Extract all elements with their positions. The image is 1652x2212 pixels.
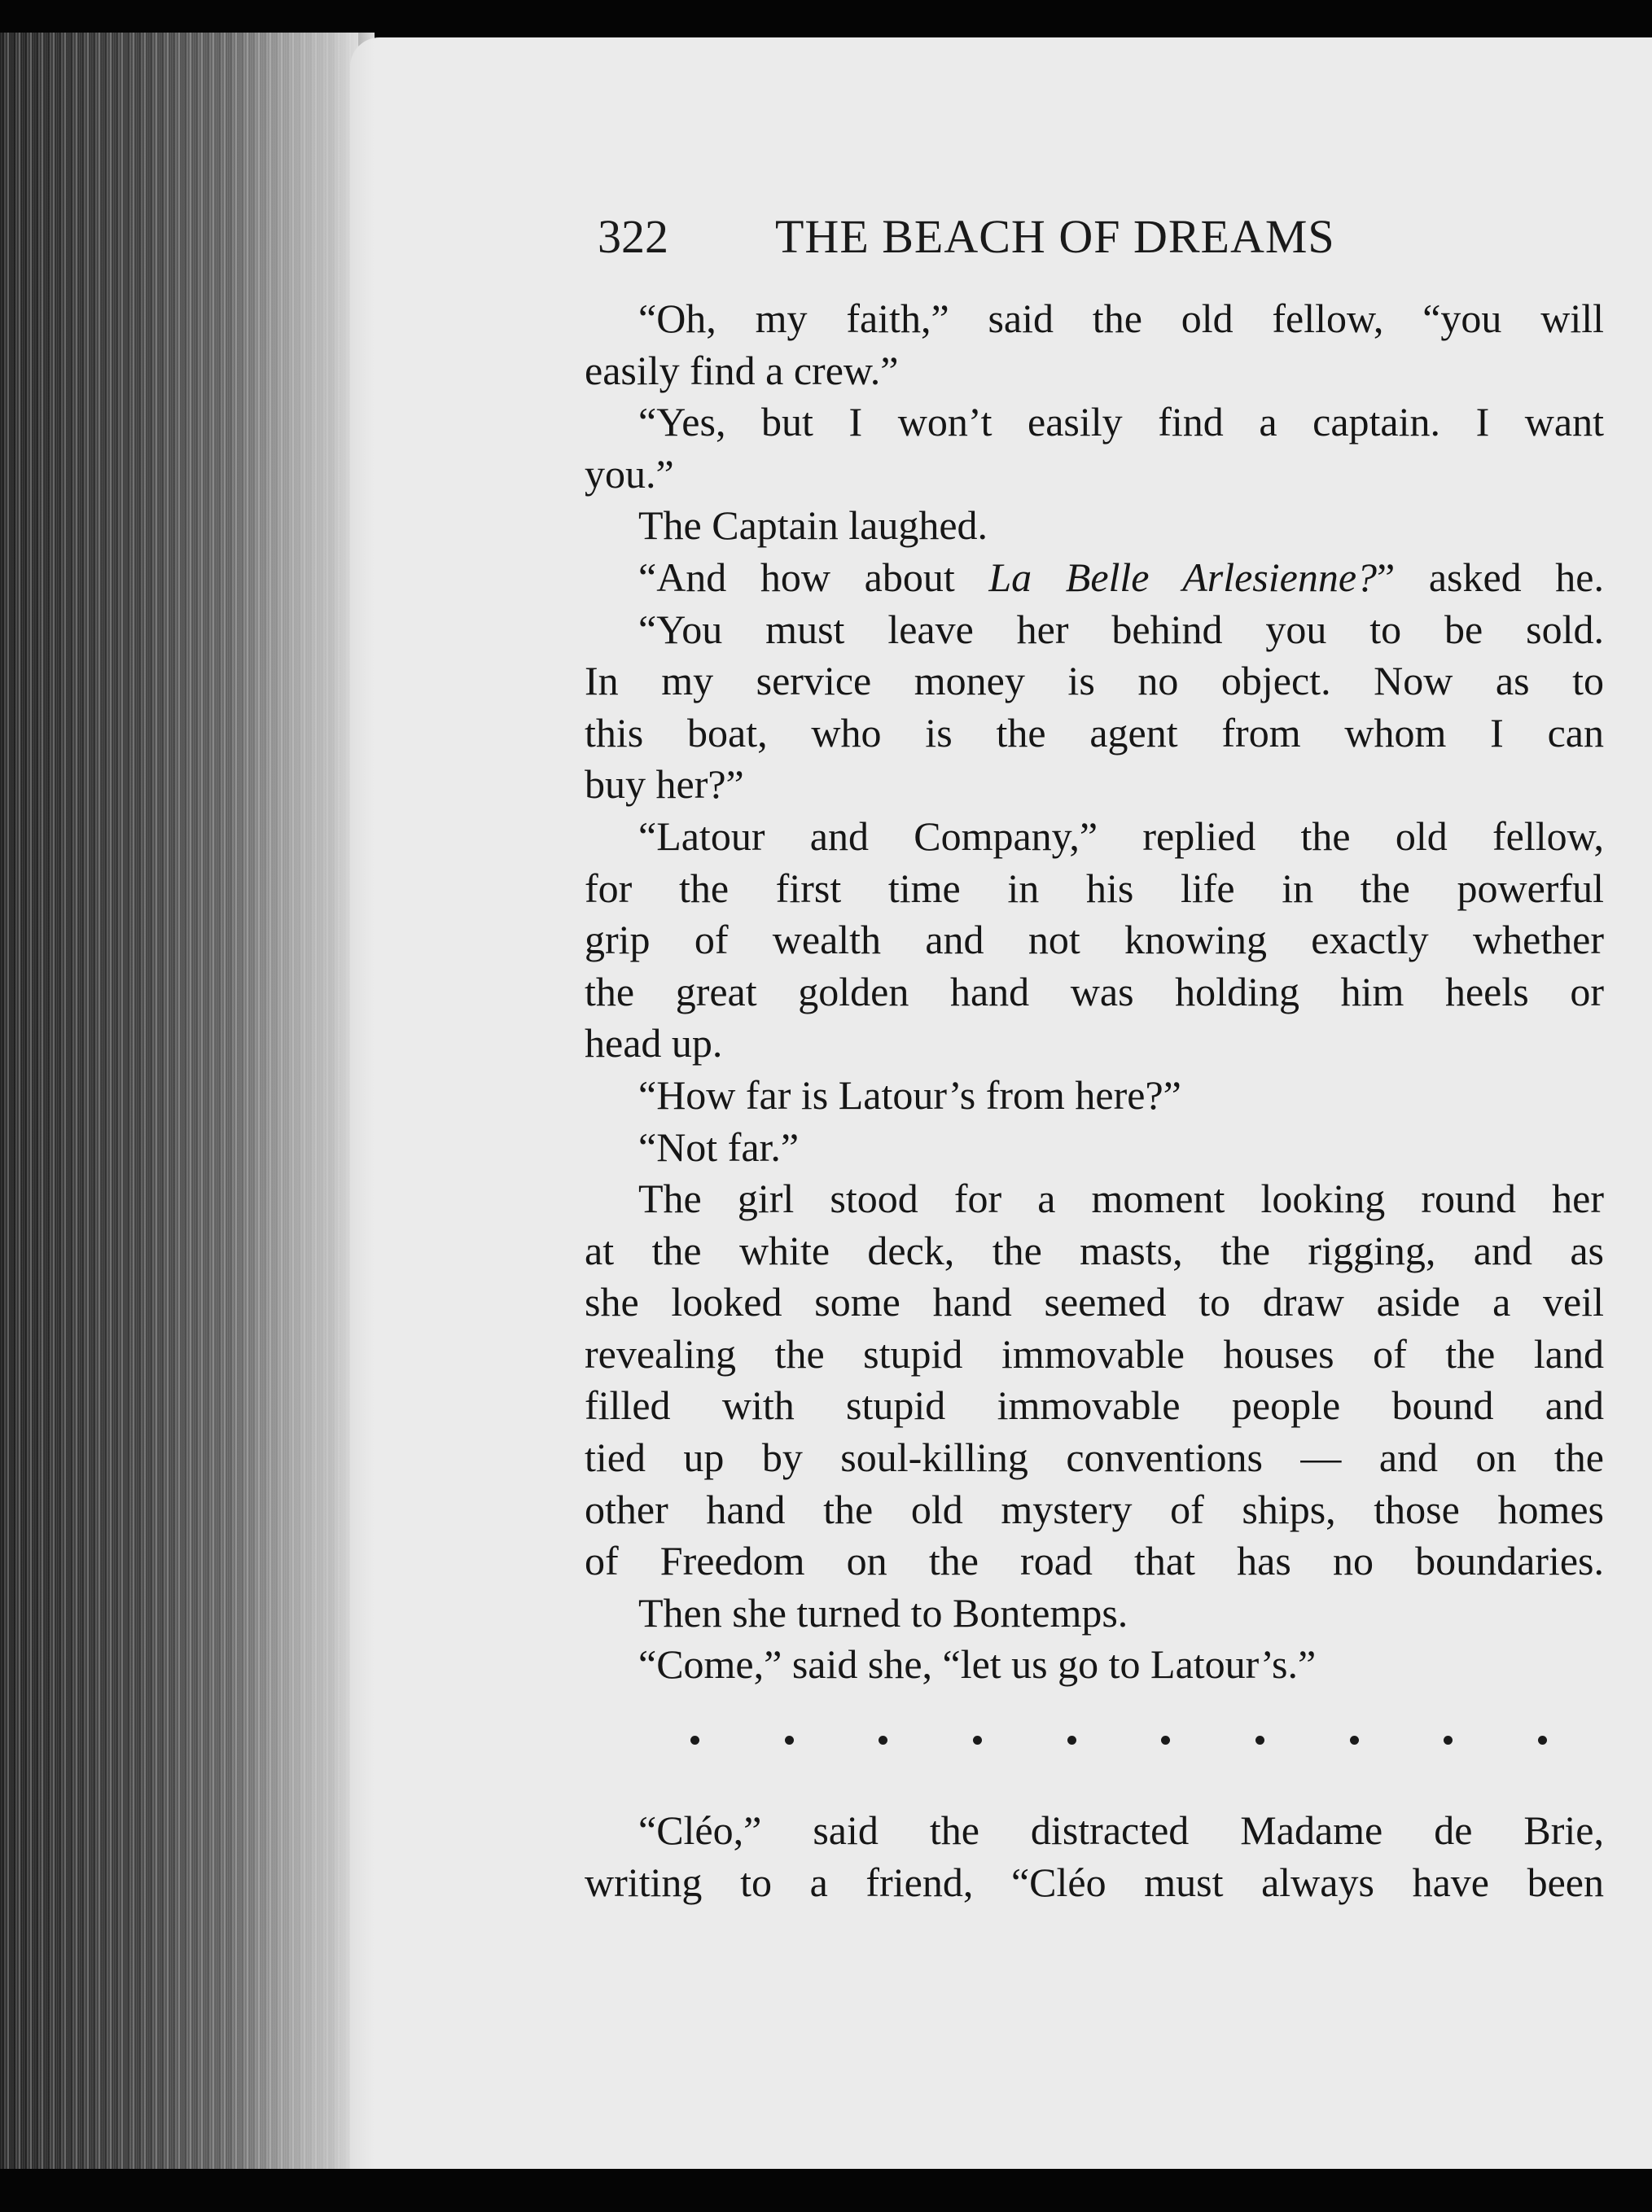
text-line: “How far is Latour’s from here?” — [638, 1071, 1181, 1118]
page-gutter-shadow — [228, 33, 375, 2174]
text-line: revealing the stupid immovable houses of the land — [585, 1330, 1604, 1377]
separator-dot — [1067, 1736, 1076, 1745]
text-line: the great golden hand was holding him heels or — [585, 968, 1604, 1014]
text-lines — [585, 293, 1604, 1691]
separator-dot — [1538, 1736, 1547, 1745]
separator-dot — [1255, 1736, 1264, 1745]
text-lines-after-break — [585, 1805, 1604, 1908]
separator-dot — [973, 1736, 982, 1745]
separator-dot — [1161, 1736, 1170, 1745]
page-number: 322 — [598, 210, 668, 263]
text-line: The Captain laughed. — [638, 502, 988, 549]
separator-dot — [785, 1736, 794, 1745]
running-header — [598, 208, 1444, 265]
separator-dot — [1350, 1736, 1359, 1745]
italic-ship-name: La Belle Arlesienne? — [988, 554, 1378, 600]
text-line: “Yes, but I won’t easily find a captain. I want — [638, 399, 1604, 445]
text-line: easily find a crew.” — [585, 347, 899, 393]
running-title: THE BEACH OF DREAMS — [775, 210, 1335, 263]
text-segment: “And how about — [638, 554, 989, 600]
section-break-dots — [585, 1707, 1604, 1772]
text-line: Then she turned to Bontemps. — [638, 1589, 1128, 1636]
text-line — [585, 552, 1604, 604]
text-line: for the first time in his life in the powerful — [585, 865, 1604, 911]
text-line: “Not far.” — [638, 1124, 800, 1170]
text-line: In my service money is no object. Now as to — [585, 658, 1604, 704]
text-line: this boat, who is the agent from whom I can — [585, 709, 1604, 756]
separator-dot — [879, 1736, 887, 1745]
text-line: buy her?” — [585, 761, 744, 808]
text-line: head up. — [585, 1020, 723, 1067]
text-line: you.” — [585, 450, 674, 497]
text-line: “Come,” said she, “let us go to Latour’s.” — [638, 1641, 1317, 1688]
text-line: “You must leave her behind you to be sold. — [638, 606, 1604, 652]
separator-dot — [1444, 1736, 1453, 1745]
text-line: tied up by soul-killing conventions — and on the — [585, 1435, 1604, 1481]
text-line: grip of wealth and not knowing exactly whether — [585, 917, 1604, 963]
text-line: The girl stood for a moment looking round her — [638, 1176, 1604, 1222]
text-line: “Oh, my faith,” said the old fellow, “you will — [638, 296, 1604, 341]
text-line: “Latour and Company,” replied the old fellow, — [638, 813, 1604, 859]
text-line: writing to a friend, “Cléo must always have been — [585, 1859, 1604, 1905]
text-line: at the white deck, the masts, the rigging, and as — [585, 1227, 1604, 1273]
page-body — [585, 293, 1604, 1908]
text-segment: ” asked he. — [1377, 554, 1604, 600]
text-line: “Cléo,” said the distracted Madame de Brie, — [638, 1807, 1604, 1854]
text-line: of Freedom on the road that has no boundaries. — [585, 1538, 1604, 1584]
scan-border-bottom — [0, 2169, 1652, 2212]
text-line: other hand the old mystery of ships, those homes — [585, 1486, 1604, 1532]
separator-dot — [690, 1736, 699, 1745]
text-line: she looked some hand seemed to draw aside a veil — [585, 1279, 1604, 1325]
text-line: filled with stupid immovable people bound and — [585, 1382, 1604, 1429]
